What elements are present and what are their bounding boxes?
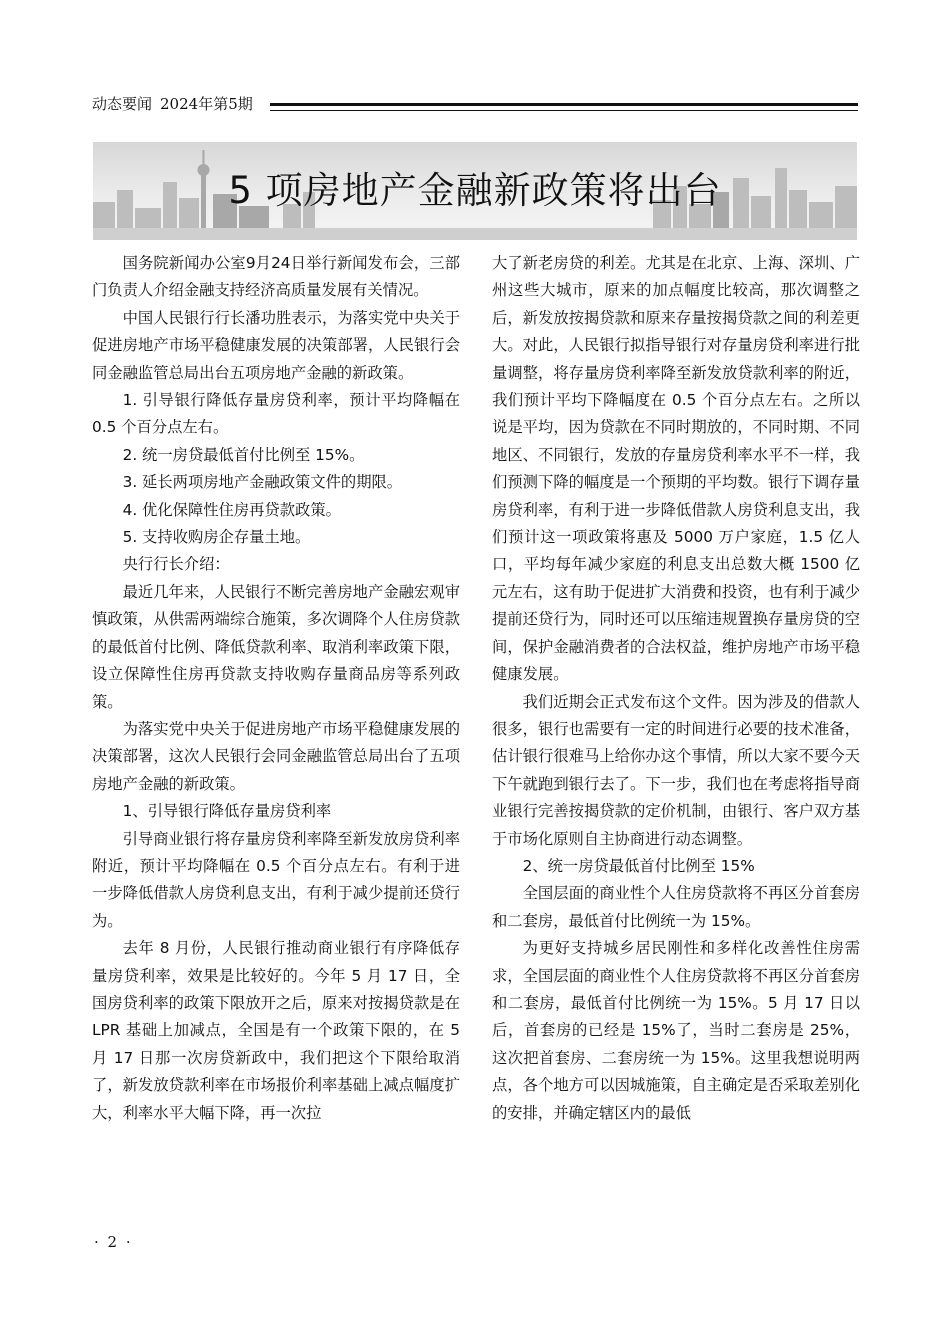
section-heading: 1、引导银行降低存量房贷利率 — [122, 802, 332, 821]
paragraph: 中国人民银行行长潘功胜表示，为落实党中央关于促进房地产市场平稳健康发展的决策部署，人民银行会同金融监管总局出台五项房地产金融的新政策。 — [92, 308, 460, 382]
header-section: 动态要闻 — [92, 95, 153, 113]
paragraph: 我们近期会正式发布这个文件。因为涉及的借款人很多，银行也需要有一定的时间进行必要的技术准备，估计银行很难马上给你办这个事情，所以大家不要今天下午就跑到银行去了。下一步，我们也在考虑将指导商业银行完善按揭贷款的定价机制，由银行、客户双方基于市场化原则自主协商进行动态调整。 — [492, 692, 860, 848]
right-column — [492, 250, 860, 1127]
paragraph: 去年 8 月份，人民银行推动商业银行有序降低存量房贷利率，效果是比较好的。今年 5 月 17 日，全国房贷利率的政策下限放开之后，原来对按揭贷款是在 LPR 基础上加减点，全国是有一个政策下限的，在 5 月 17 日那一次房贷新政中，我们把这个下限给取消了，新发放贷款利率在市场报价利率基础上减点幅度扩大，利率水平大幅下降，再一次拉 — [92, 939, 460, 1122]
paragraph: 央行行长介绍： — [122, 555, 230, 574]
left-column — [92, 250, 460, 1127]
list-item: 1. 引导银行降低存量房贷利率，预计平均降幅在 0.5 个百分点左右。 — [92, 391, 460, 437]
list-item: 2. 统一房贷最低首付比例至 15%。 — [122, 445, 365, 464]
list-item: 3. 延长两项房地产金融政策文件的期限。 — [122, 473, 403, 492]
list-item: 5. 支持收购房企存量土地。 — [122, 528, 311, 547]
paragraph: 为更好支持城乡居民刚性和多样化改善性住房需求，全国层面的商业性个人住房贷款将不再区分首套房和二套房，最低首付比例统一为 15%。5 月 17 日以后，首套房的已经是 15%了，当时二套房是 25%，这次把首套房、二套房统一为 15%。这里我想说明两点，各个地方可以因城施策，自主确定是否采取差别化的安排，并确定辖区内的最低 — [492, 939, 860, 1122]
section-heading: 2、统一房贷最低首付比例至 15% — [522, 856, 755, 875]
list-item: 4. 优化保障性住房再贷款政策。 — [122, 500, 341, 519]
title-banner — [93, 142, 857, 240]
article-title: 5 项房地产金融新政策将出台 — [228, 169, 722, 212]
header-issue: 2024年第5期 — [160, 95, 253, 113]
paragraph: 全国层面的商业性个人住房贷款将不再区分首套房和二套房，最低首付比例统一为 15%。 — [492, 884, 860, 930]
paragraph: 为落实党中央关于促进房地产市场平稳健康发展的决策部署，这次人民银行会同金融监管总局出台了五项房地产金融的新政策。 — [92, 719, 460, 793]
header-rule — [270, 103, 858, 111]
paragraph: 国务院新闻办公室9月24日举行新闻发布会，三部门负责人介绍金融支持经济高质量发展有关情况。 — [92, 254, 460, 300]
paragraph: 引导商业银行将存量房贷利率降至新发放房贷利率附近，预计平均降幅在 0.5 个百分点左右。有利于进一步降低借款人房贷利息支出，有利于减少提前还贷行为。 — [92, 829, 460, 930]
page-number: · 2 · — [94, 1233, 133, 1251]
paragraph-continued: 大了新老房贷的利差。尤其是在北京、上海、深圳、广州这些大城市，原来的加点幅度比较高，那次调整之后，新发放按揭贷款和原来存量按揭贷款之间的利差更大。对此，人民银行拟指导银行对存量房贷利率进行批量调整，将存量房贷利率降至新发放贷款利率的附近，我们预计平均下降幅度在 0.5 个百分点左右。之所以说是平均，因为贷款在不同时期放的，不同时期、不同地区、不同银行，发放的存量房贷利率水平不一样，我们预测下降的幅度是一个预期的平均数。银行下调存量房贷利率，有利于进一步降低借款人房贷利息支出，我们预计这一项政策将惠及 5000 万户家庭，1.5 亿人口，平均每年减少家庭的利息支出总数大概 1500 亿元左右，这有助于促进扩大消费和投资，也有利于减少提前还贷行为，同时还可以压缩违规置换存量房贷的空间，保护金融消费者的合法权益，维护房地产市场平稳健康发展。 — [492, 254, 860, 684]
header-text — [92, 94, 253, 114]
running-header — [92, 94, 858, 116]
paragraph: 最近几年来，人民银行不断完善房地产金融宏观审慎政策，从供需两端综合施策，多次调降个人住房贷款的最低首付比例、降低贷款利率、取消利率政策下限，设立保障性住房再贷款支持收购存量商品房等系列政策。 — [92, 582, 460, 711]
